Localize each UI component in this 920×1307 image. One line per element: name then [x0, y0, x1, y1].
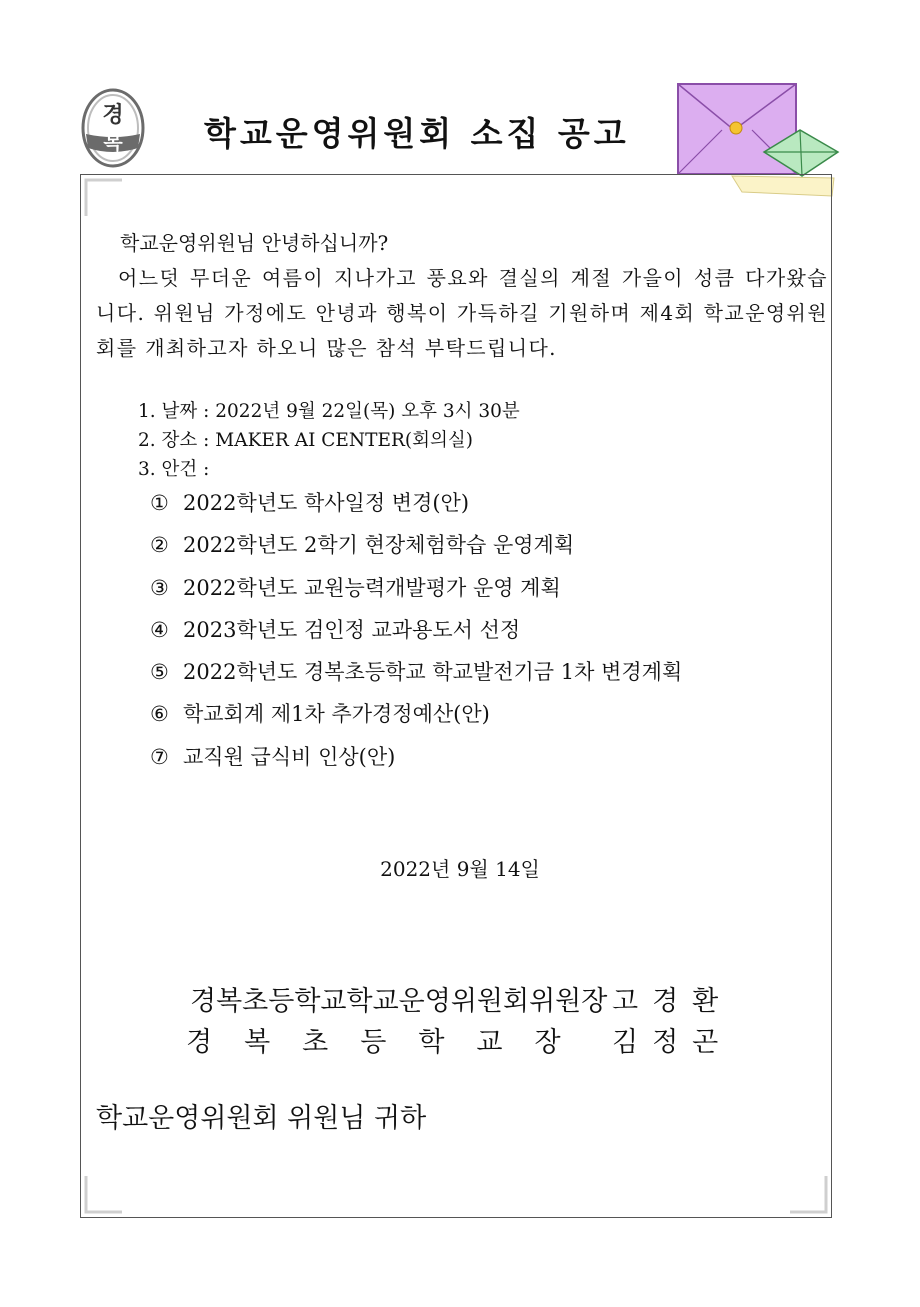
agenda-text: 2022학년도 교원능력개발평가 운영 계획 [183, 575, 561, 600]
agenda-item [150, 741, 682, 783]
school-logo [80, 82, 146, 168]
agenda-item [150, 656, 682, 698]
signature-title-chair: 경복초등학교학교운영위원회위원장 [190, 986, 608, 1017]
agenda-text: 2022학년도 학사일정 변경(안) [183, 491, 470, 515]
agenda-item [150, 614, 682, 656]
meeting-location: 2. 장소 : MAKER AI CENTER(회의실) [138, 430, 473, 451]
agenda-item [150, 572, 682, 614]
signature-name-principal: 김정곤 [612, 1027, 733, 1058]
agenda-list [150, 487, 682, 783]
signature-title-principal: 경복초등학교장 [186, 1027, 593, 1058]
greeting-text: 학교운영위원님 안녕하십니까? [120, 231, 389, 255]
agenda-heading: 3. 안건 : [138, 459, 210, 480]
signature-name-chair: 고경환 [612, 986, 733, 1017]
agenda-item [150, 529, 682, 571]
frame-corner-top-left [84, 178, 124, 218]
notice-date: 2022년 9월 14일 [380, 857, 540, 881]
svg-text:경: 경 [102, 102, 124, 128]
agenda-number: ⑦ [150, 744, 169, 769]
intro-paragraph: 어느덧 무더운 여름이 지나가고 풍요와 결실의 계절 가을이 성큼 다가왔습니다. 위원님 가정에도 안녕과 행복이 가득하길 기원하며 제4회 학교운영위원회를 개최하고자 하오니 많은 참석 부탁드립니다. [96, 266, 828, 360]
agenda-text: 학교회계 제1차 추가경정예산(안) [183, 702, 490, 727]
agenda-number: ③ [150, 575, 169, 600]
agenda-item [150, 698, 682, 740]
page-title: 학교운영위원회 소집 공고 [204, 114, 630, 153]
agenda-number: ⑤ [150, 660, 169, 685]
agenda-number: ① [150, 491, 169, 515]
frame-corner-bottom-left [84, 1174, 124, 1214]
agenda-text: 2023학년도 검인정 교과용도서 선정 [183, 617, 521, 642]
addressee: 학교운영위원회 위원님 귀하 [96, 1103, 427, 1134]
agenda-item [150, 487, 682, 529]
agenda-text: 2022학년도 2학기 현장체험학습 운영계획 [183, 533, 575, 558]
agenda-number: ⑥ [150, 702, 169, 727]
agenda-text: 교직원 급식비 인상(안) [183, 744, 396, 769]
agenda-number: ② [150, 533, 169, 558]
agenda-text: 2022학년도 경복초등학교 학교발전기금 1차 변경계획 [183, 660, 683, 685]
frame-corner-bottom-right [788, 1174, 828, 1214]
svg-text:복: 복 [103, 130, 123, 154]
agenda-number: ④ [150, 617, 169, 642]
meeting-date: 1. 날짜 : 2022년 9월 22일(목) 오후 3시 30분 [138, 401, 520, 422]
meeting-details [138, 397, 520, 484]
